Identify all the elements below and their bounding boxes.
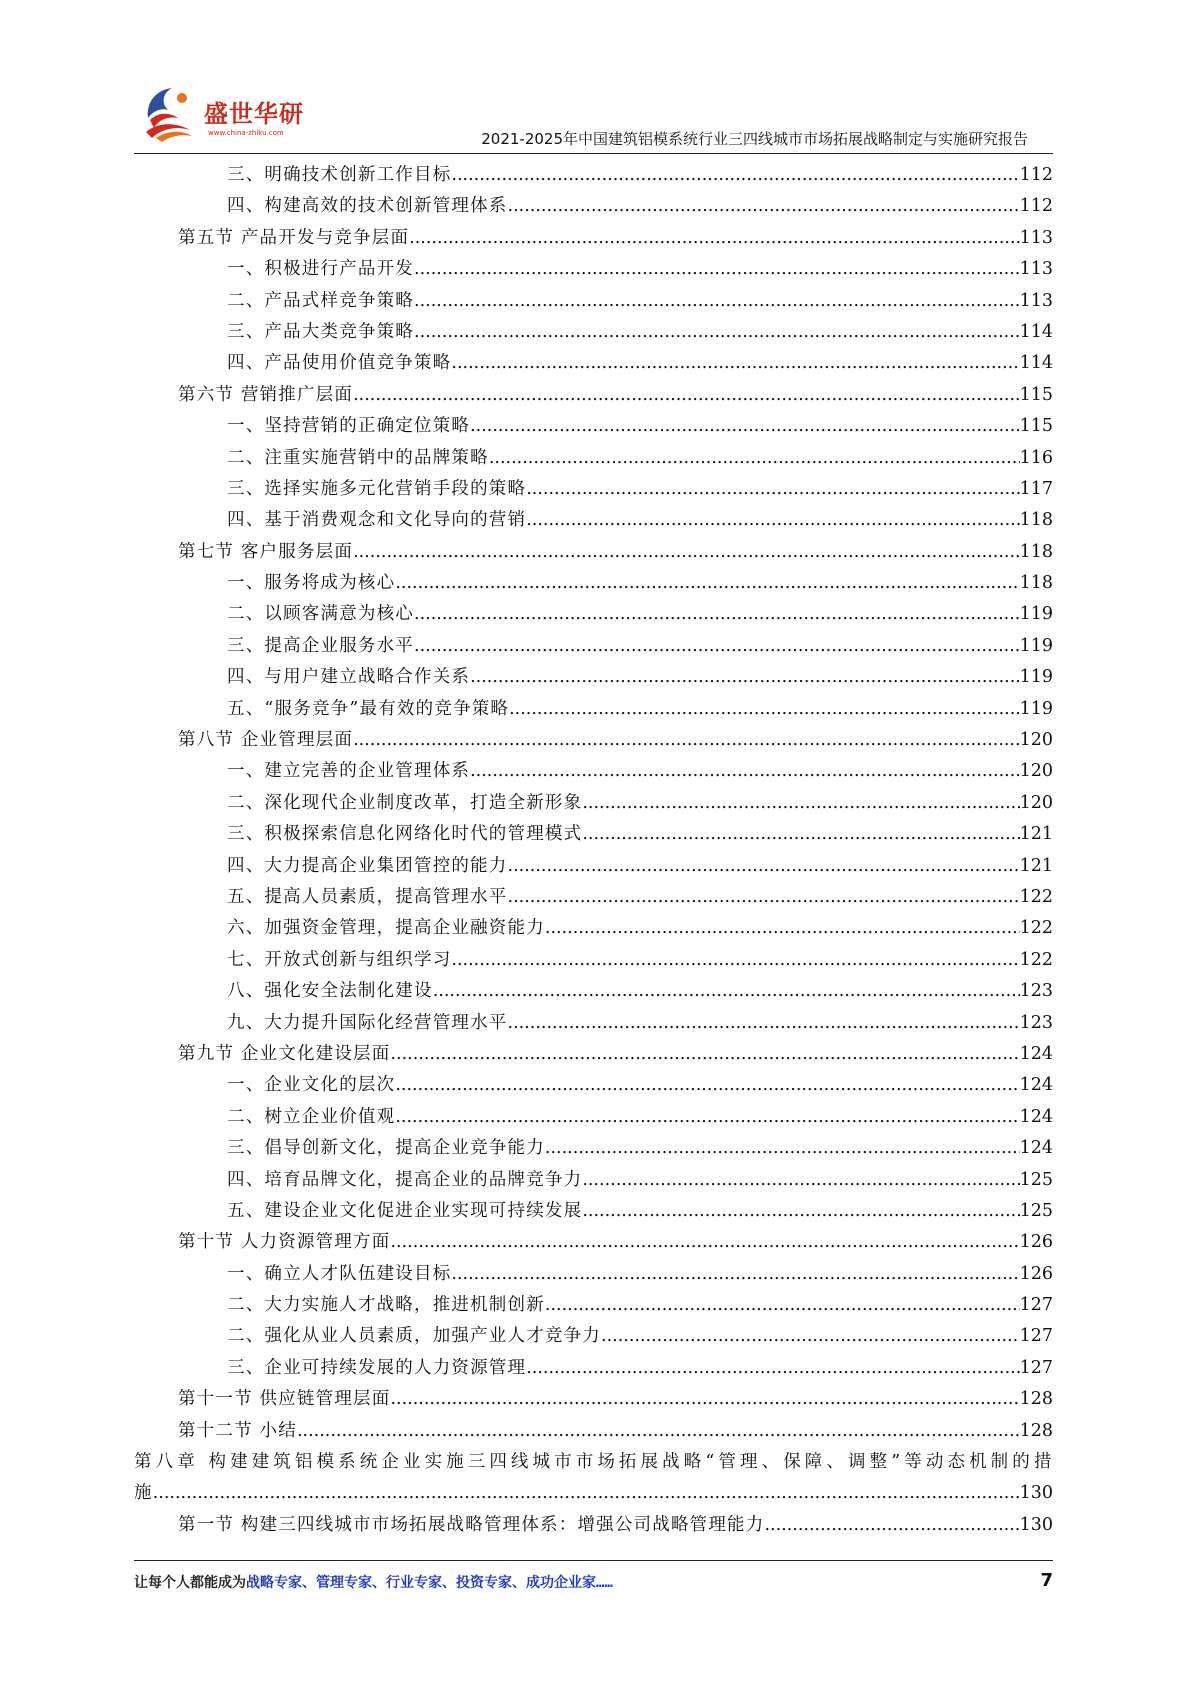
toc-entry[interactable] [134,599,1053,630]
toc-dot-leader [353,537,1020,568]
toc-entry-title: 第八节 企业管理层面 [178,730,354,751]
toc-entry-title: 九、大力提升国际化经营管理水平 [227,1012,508,1033]
toc-entry-page: 120 [1019,730,1053,751]
toc-entry-page: 118 [1019,541,1053,562]
toc-dot-leader [153,1478,1020,1509]
toc-entry-page: 116 [1019,447,1053,468]
toc-entry-page: 115 [1019,416,1053,437]
toc-entry-page: 130 [1019,1483,1053,1504]
toc-entry-title: 第十一节 供应链管理层面 [178,1389,391,1410]
toc-entry-page: 119 [1019,667,1053,688]
toc-entry-title: 三、产品大类竞争策略 [227,321,414,342]
toc-dot-leader [353,380,1020,411]
toc-entry-title: 一、积极进行产品开发 [227,259,414,280]
toc-entry[interactable] [134,1165,1053,1196]
toc-entry[interactable] [134,756,1053,787]
toc-dot-leader [395,1070,1019,1101]
toc-entry-title: 三、选择实施多元化营销手段的策略 [227,478,527,499]
toc-dot-leader [509,694,1020,725]
toc-entry-page: 120 [1019,792,1053,813]
toc-entry-page: 113 [1019,290,1053,311]
slogan-highlight: 战略专家、管理专家、行业专家、投资专家、成功企业家…… [246,1575,613,1591]
toc-entry-title: 一、建立完善的企业管理体系 [227,761,471,782]
toc-entry-title: 八、强化安全法制化建设 [227,981,433,1002]
footer-divider [134,1560,1053,1561]
toc-entry-page: 117 [1019,478,1053,499]
toc-dot-leader [451,945,1019,976]
toc-entry[interactable] [134,568,1053,599]
toc-entry-page: 118 [1019,573,1053,594]
toc-entry-title: 四、产品使用价值竞争策略 [227,353,452,374]
toc-dot-leader [582,788,1019,819]
header-divider [134,153,1053,154]
toc-dot-leader [764,1510,1019,1541]
toc-entry[interactable] [134,443,1053,474]
toc-entry[interactable] [134,819,1053,850]
toc-entry-title: 第七节 客户服务层面 [178,541,354,562]
toc-entry-page: 113 [1019,259,1053,280]
toc-dot-leader [470,756,1019,787]
toc-entry-title: 一、坚持营销的正确定位策略 [227,416,471,437]
toc-entry-title: 三、积极探索信息化网络化时代的管理模式 [227,824,583,845]
toc-entry[interactable] [134,1447,1053,1478]
toc-entry-page: 122 [1019,918,1053,939]
toc-entry[interactable] [134,788,1053,819]
toc-entry-page: 126 [1019,1263,1053,1284]
toc-entry-page: 121 [1019,824,1053,845]
toc-entry-title: 三、企业可持续发展的人力资源管理 [227,1357,527,1378]
toc-entry-title: 四、基于消费观念和文化导向的营销 [227,510,527,531]
toc-entry-page: 128 [1019,1420,1053,1441]
toc-entry-title: 三、明确技术创新工作目标 [227,165,452,185]
toc-entry-title: 七、开放式创新与组织学习 [227,949,452,970]
toc-entry[interactable] [134,1478,1053,1509]
toc-entry[interactable] [134,348,1053,379]
logo-name: 盛世华研 [204,100,304,128]
toc-entry-title: 二、以顾客满意为核心 [227,604,414,625]
toc-entry-title: 第十节 人力资源管理方面 [178,1232,391,1253]
toc-entry-title: 第十二节 小结 [178,1420,297,1441]
toc-dot-leader [545,1290,1020,1321]
toc-dot-leader [390,1039,1019,1070]
toc-entry-page: 128 [1019,1389,1053,1410]
toc-dot-leader [508,882,1020,913]
toc-dot-leader [582,1196,1019,1227]
table-of-contents [134,160,1053,1541]
toc-entry[interactable] [134,725,1053,756]
toc-entry[interactable] [134,223,1053,254]
toc-entry-title: 五、建设企业文化促进企业实现可持续发展 [227,1200,583,1221]
toc-dot-leader [409,223,1019,254]
toc-entry-page: 127 [1019,1326,1053,1347]
toc-entry-page: 115 [1019,384,1053,405]
toc-entry-page: 118 [1019,510,1053,531]
logo-url: www.china-zhiku.com [208,129,284,137]
toc-dot-leader [414,599,1020,630]
toc-dot-leader [297,1416,1020,1447]
toc-entry-title: 四、构建高效的技术创新管理体系 [227,196,508,217]
toc-entry-page: 130 [1019,1514,1053,1535]
toc-entry-page: 112 [1019,165,1053,185]
toc-entry[interactable] [134,976,1053,1007]
toc-entry[interactable] [134,1070,1053,1101]
toc-entry-page: 113 [1019,227,1053,248]
toc-dot-leader [470,662,1019,693]
toc-entry[interactable] [134,913,1053,944]
toc-entry[interactable] [134,1510,1053,1541]
toc-entry-page: 122 [1019,949,1053,970]
toc-entry-page: 121 [1019,855,1053,876]
toc-entry[interactable] [134,474,1053,505]
toc-dot-leader [526,1353,1019,1384]
toc-dot-leader [582,819,1019,850]
toc-entry-title: 二、深化现代企业制度改革，打造全新形象 [227,792,583,813]
toc-entry-title: 第五节 产品开发与竞争层面 [178,227,410,248]
toc-dot-leader [414,254,1020,285]
toc-entry[interactable] [134,1008,1053,1039]
toc-entry[interactable] [134,1321,1053,1352]
toc-dot-leader [545,913,1020,944]
toc-dot-leader [489,443,1020,474]
toc-entry-title: 四、与用户建立战略合作关系 [227,667,471,688]
toc-entry-page: 123 [1019,1012,1053,1033]
toc-dot-leader [395,1102,1019,1133]
page-number: 7 [1040,1570,1053,1591]
toc-dot-leader [526,474,1019,505]
toc-dot-leader [390,1384,1019,1415]
toc-entry-title: 六、加强资金管理，提高企业融资能力 [227,918,545,939]
toc-dot-leader [526,505,1019,536]
toc-dot-leader [451,160,1019,191]
toc-entry-title: 五、“服务竞争”最有效的竞争策略 [227,698,510,719]
toc-entry[interactable] [134,411,1053,442]
toc-entry-page: 124 [1019,1075,1053,1096]
slogan-prefix: 让每个人都能成为 [134,1575,246,1591]
toc-entry[interactable] [134,882,1053,913]
toc-entry-page: 114 [1019,353,1053,374]
toc-entry-page: 119 [1019,698,1053,719]
toc-entry[interactable] [134,662,1053,693]
toc-entry-title: 第一节 构建三四线城市市场拓展战略管理体系：增强公司战略管理能力 [178,1514,765,1535]
toc-dot-leader [508,191,1020,222]
toc-dot-leader [508,1008,1020,1039]
toc-entry-page: 126 [1019,1232,1053,1253]
toc-entry[interactable] [134,1416,1053,1447]
toc-entry[interactable] [134,191,1053,222]
toc-entry-page: 123 [1019,981,1053,1002]
toc-entry-title: 二、注重实施营销中的品牌策略 [227,447,489,468]
toc-dot-leader [414,631,1020,662]
toc-dot-leader [353,725,1020,756]
toc-entry-page: 124 [1019,1043,1053,1064]
toc-entry[interactable] [134,631,1053,662]
toc-entry[interactable] [134,1290,1053,1321]
toc-entry-page: 125 [1019,1169,1053,1190]
toc-entry[interactable] [134,286,1053,317]
toc-entry[interactable] [134,1384,1053,1415]
toc-entry-title: 二、产品式样竞争策略 [227,290,414,311]
toc-entry[interactable] [134,505,1053,536]
toc-entry[interactable] [134,380,1053,411]
toc-entry[interactable] [134,1133,1053,1164]
toc-entry[interactable] [134,160,1053,191]
toc-entry-page: 120 [1019,761,1053,782]
toc-entry[interactable] [134,851,1053,882]
toc-entry-page: 124 [1019,1138,1053,1159]
toc-entry[interactable] [134,1196,1053,1227]
toc-dot-leader [582,1165,1019,1196]
toc-dot-leader [470,411,1019,442]
toc-entry[interactable] [134,1353,1053,1384]
toc-entry[interactable] [134,317,1053,348]
toc-dot-leader [390,1227,1019,1258]
toc-entry-title: 一、企业文化的层次 [227,1075,396,1096]
toc-dot-leader [433,976,1020,1007]
toc-entry-title: 第九节 企业文化建设层面 [178,1043,391,1064]
toc-dot-leader [414,286,1020,317]
toc-dot-leader [451,348,1019,379]
toc-entry-page: 119 [1019,604,1053,625]
toc-entry-title: 五、提高人员素质，提高管理水平 [227,886,508,907]
company-logo [138,80,318,150]
toc-entry-page: 114 [1019,321,1053,342]
toc-entry-page: 127 [1019,1295,1053,1316]
toc-entry[interactable] [134,945,1053,976]
toc-entry[interactable] [134,1259,1053,1290]
toc-entry-title: 三、倡导创新文化，提高企业竞争能力 [227,1138,545,1159]
toc-entry-page: 122 [1019,886,1053,907]
toc-entry-title: 施 [134,1483,153,1504]
toc-entry-page: 127 [1019,1357,1053,1378]
toc-entry-title: 三、提高企业服务水平 [227,635,414,656]
toc-dot-leader [508,851,1020,882]
toc-entry-title: 一、确立人才队伍建设目标 [227,1263,452,1284]
toc-entry[interactable] [134,537,1053,568]
toc-entry-title: 第八章 构建建筑铝模系统企业实施三四线城市市场拓展战略“管理、保障、调整”等动态机制的措 [134,1452,1053,1473]
toc-dot-leader [451,1259,1019,1290]
toc-entry-title: 四、大力提高企业集团管控的能力 [227,855,508,876]
footer-slogan [134,1572,613,1592]
toc-dot-leader [545,1133,1020,1164]
toc-dot-leader [601,1321,1020,1352]
report-title: 2021-2025年中国建筑铝模系统行业三四线城市市场拓展战略制定与实施研究报告 [481,130,1028,148]
toc-entry-page: 124 [1019,1106,1053,1127]
toc-entry[interactable] [134,694,1053,725]
toc-entry-page: 125 [1019,1200,1053,1221]
toc-entry[interactable] [134,254,1053,285]
toc-entry[interactable] [134,1102,1053,1133]
toc-entry[interactable] [134,1227,1053,1258]
toc-dot-leader [395,568,1019,599]
toc-entry[interactable] [134,1039,1053,1070]
toc-entry-page: 119 [1019,635,1053,656]
toc-entry-page: 112 [1019,196,1053,217]
toc-entry-title: 二、树立企业价值观 [227,1106,396,1127]
toc-entry-title: 四、培育品牌文化，提高企业的品牌竞争力 [227,1169,583,1190]
toc-entry-title: 二、强化从业人员素质，加强产业人才竞争力 [227,1326,601,1347]
toc-entry-title: 第六节 营销推广层面 [178,384,354,405]
toc-entry-title: 二、大力实施人才战略，推进机制创新 [227,1295,545,1316]
toc-entry-title: 一、服务将成为核心 [227,573,396,594]
toc-dot-leader [414,317,1020,348]
logo-emblem-icon [138,80,208,150]
